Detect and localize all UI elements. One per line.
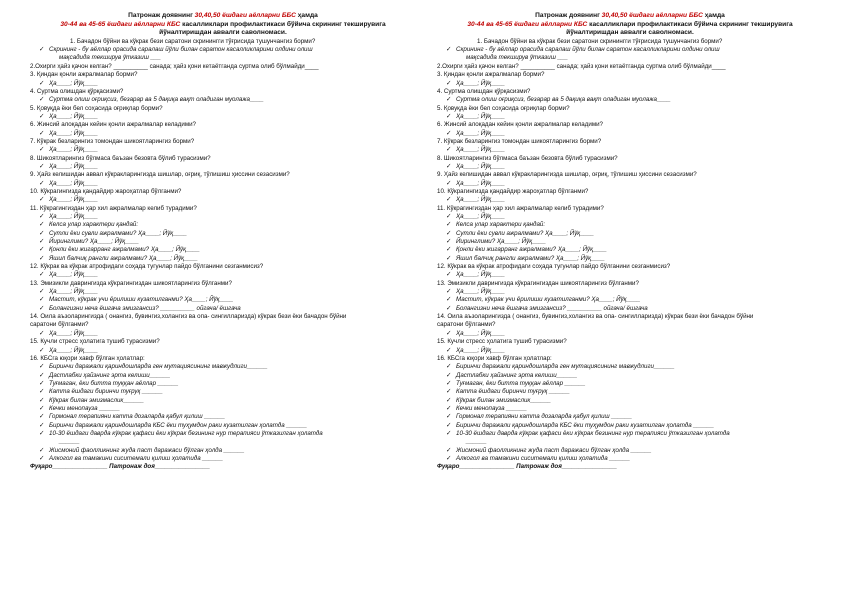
checkmark-icon: ✓ (39, 296, 45, 304)
row-text: Ҳа____; Йўқ____ (49, 196, 98, 204)
checkmark-icon: ✓ (39, 379, 45, 387)
answer-item (437, 380, 823, 388)
row-text: Ҳа____; Йўқ____ (49, 213, 98, 220)
questionnaire-title (30, 12, 416, 21)
subtitle-rest: касалликлари профилактикаси бўйича скрининг текширувига (182, 20, 386, 28)
row-text: 5. Қовуқда ёки бел соҳасида оғриқлар борми? (30, 104, 163, 112)
row-text: 6. Жинсий алоқадан кейин қонли ажралмалар келадими? (437, 121, 603, 129)
row-text: Дастлабки ҳайзнинг эрта келиши______ (49, 371, 171, 379)
row-text: Суртма олиш оғриқсиз, безарар ва 5 дақиқа вақт оладиган муолажа____ (49, 96, 264, 104)
checkmark-icon: ✓ (39, 254, 45, 262)
row-text: 14. Оила аъзоларингизда ( онангиз, бувингиз,холангиз ва опа- сингилларизда) кўкрак бези ёки бачадон бўйни (437, 313, 754, 321)
row-text: Сутли ёки сувли ажралмами? Ҳа____; Йўқ____ (49, 229, 187, 237)
title-red: 30,40,50 ёшдаги аёлларни ББС (194, 12, 296, 19)
question-text (437, 88, 823, 96)
row-text: Ҳа____; Йўқ____ (49, 179, 98, 187)
answer-item (30, 146, 416, 154)
row-text: Ҳа____; Йўқ____ (49, 112, 98, 120)
answer-item (437, 130, 823, 138)
subtitle-red: 30-44 ва 45-65 ёшдаги аёлларни КБС (60, 20, 181, 28)
row-text: Туғмаган, ёки битта туққан аёллар ______ (49, 379, 179, 387)
row-text: 9. Ҳайз келишидан аввал кўкракларингизда шишлар, оғриқ, тўлишиш ҳиссини сезасизми? (30, 171, 290, 179)
question-text (30, 71, 416, 79)
row-text: мақсадида текширув ўтказиш ___ (59, 54, 161, 62)
checkmark-icon: ✓ (446, 146, 452, 154)
row-text: саратони бўлганми? (437, 321, 496, 329)
row-text: Ҳа____; Йўқ____ (49, 288, 98, 296)
question-text (437, 71, 823, 79)
answer-item (30, 196, 416, 204)
answer-item (437, 230, 823, 238)
checkmark-icon: ✓ (39, 454, 45, 462)
answer-item (30, 46, 416, 54)
answer-item (30, 372, 416, 380)
subtitle-line3: йўналтиришдан аввалги саволномаси. (159, 29, 287, 37)
row-text: Ҳа____; Йўқ____ (456, 129, 505, 137)
row-text: 10. Кўкрагингизда қандайдир жароҳатлар бўлганми? (30, 187, 182, 195)
row-text: 8. Шикоятларингиз бўлмаса баъзан безовта бўлиб турасизми? (30, 154, 211, 162)
row-text: Қонли ёки жигарранг ажралмами? Ҳа____; Йўқ____ (456, 246, 607, 254)
answer-item (437, 363, 823, 371)
questionnaire-right (437, 12, 823, 472)
subtitle-red: 30-44 ва 45-65 ёшдаги аёлларни КБС (467, 20, 588, 28)
row-text: 6. Жинсий алоқадан кейин қонли ажралмалар келадими? (30, 121, 196, 129)
answer-item (30, 230, 416, 238)
row-text: Биринчи даражали қариндошларда ген мутациясининг мавжудлиги______ (456, 363, 675, 371)
answer-item (437, 330, 823, 338)
checkmark-icon: ✓ (39, 196, 45, 204)
answer-item (437, 113, 823, 121)
answer-item (437, 447, 823, 455)
checkmark-icon: ✓ (39, 421, 45, 429)
answer-item (437, 305, 823, 313)
row-text: Ҳа____; Йўқ____ (456, 346, 505, 354)
row-text: мақсадида текширув ўтказиш ___ (466, 54, 568, 62)
row-text: Фуқаро________________ Патронаж доя________________ (437, 463, 617, 471)
answer-item (30, 213, 416, 221)
row-text: 16. КБСга юқори хавф бўлган ҳолатлар: (437, 354, 552, 362)
row-text: Ҳа____; Йўқ____ (456, 329, 505, 337)
row-text: 1. Бачадон бўйни ва кўкрак бези саратони скринингги тўғрисида тушунчангиз борми? (70, 37, 316, 45)
answer-item (30, 405, 416, 413)
row-text: Ҳа____; Йўқ____ (456, 179, 505, 187)
question-text (30, 321, 416, 329)
answer-item (437, 271, 823, 279)
question-text (30, 88, 416, 96)
answer-item (30, 163, 416, 171)
question-text (30, 63, 416, 71)
title-prefix: Патронаж доявнинг (535, 12, 600, 19)
questionnaire-subtitle (30, 21, 416, 30)
title-prefix: Патронаж доявнинг (128, 12, 193, 19)
question-text (437, 138, 823, 146)
checkmark-icon: ✓ (39, 146, 45, 154)
checkmark-icon: ✓ (446, 396, 452, 404)
row-text: Алкогол ва тамакини сиситемали қилиш ҳолатида ______ (456, 454, 631, 462)
answer-item (437, 430, 823, 438)
continuation-text (30, 54, 416, 62)
row-text: Ҳа____; Йўқ____ (456, 288, 505, 296)
answer-item (30, 447, 416, 455)
answer-item (437, 46, 823, 54)
question-text (30, 338, 416, 346)
subtitle-rest: касалликлари профилактикаси бўйича скрининг текширувига (589, 20, 793, 28)
row-text: Мастит, кўкрак учи ёрилиши кузатилганми? Ҳа____; Йўқ____ (49, 296, 234, 304)
row-text: Биринчи даражали қариндошларда КБС ёки туҳумдон раки кузатилган ҳолатда ______ (456, 421, 715, 429)
checkmark-icon: ✓ (446, 454, 452, 462)
answer-item (30, 397, 416, 405)
row-text: Жисмоний фаолликнинг жуда паст даражаси бўлган ҳолда ______ (456, 446, 652, 454)
row-text: 4. Суртма олишдан қўрқасизми? (437, 87, 531, 95)
answer-item (30, 422, 416, 430)
checkmark-icon: ✓ (446, 129, 452, 137)
question-text (437, 338, 823, 346)
answer-item (30, 330, 416, 338)
checkmark-icon: ✓ (39, 371, 45, 379)
continuation-text (437, 54, 823, 62)
row-text: 1. Бачадон бўйни ва кўкрак бези саратони скринингги тўғрисида тушунчангиз борми? (477, 37, 723, 45)
question-text (30, 105, 416, 113)
row-text: Ҳа____; Йўқ____ (49, 271, 98, 279)
checkmark-icon: ✓ (39, 96, 45, 104)
row-text: Кечки менопауза ______ (456, 404, 527, 412)
row-text: Болангизни неча ёшгача эмизгансиз? __________ ойгача/ ёшгача (49, 304, 241, 312)
checkmark-icon: ✓ (446, 296, 452, 304)
question-text (30, 121, 416, 129)
answer-item (437, 146, 823, 154)
row-text: Қонли ёки жигарранг ажралмами? Ҳа____; Йўқ____ (49, 246, 200, 254)
row-text: Яшил балчиқ рангли ажралмами? Ҳа____; Йўқ____ (456, 254, 605, 262)
row-text: Ҳа____; Йўқ____ (456, 213, 505, 220)
row-text: Фуқаро________________ Патронаж доя________________ (30, 463, 210, 471)
checkmark-icon: ✓ (446, 179, 452, 187)
answer-item (30, 271, 416, 279)
checkmark-icon: ✓ (446, 221, 452, 229)
checkmark-icon: ✓ (446, 229, 452, 237)
answer-item (437, 296, 823, 304)
row-text: Яшил балчиқ рангли ажралмами? Ҳа____; Йўқ____ (49, 254, 198, 262)
row-text: ______ (59, 438, 80, 446)
answer-item (30, 296, 416, 304)
answer-item (437, 397, 823, 405)
checkmark-icon: ✓ (446, 346, 452, 354)
answer-item (30, 96, 416, 104)
row-text: 11. Кўкрагингиздан ҳар хил ажралмалар келиб турадими? (30, 204, 197, 212)
row-text: Мастит, кўкрак учи ёрилиши кузатилганми? Ҳа____; Йўқ____ (456, 296, 641, 304)
checkmark-icon: ✓ (446, 196, 452, 204)
row-text: 12. Кўкрак ва кўкрак атрофидаги соҳада тугунлар пайдо бўлганини сезганмисиз? (30, 263, 264, 271)
checkmark-icon: ✓ (446, 46, 452, 54)
row-text: 13. Эмизикли даврингизда кўкрагингиздан шикоятларингиз бўлганми? (30, 279, 232, 287)
checkmark-icon: ✓ (446, 413, 452, 421)
question-text (437, 105, 823, 113)
checkmark-icon: ✓ (39, 413, 45, 421)
row-text: 9. Ҳайз келишидан аввал кўкракларингизда шишлар, оғриқ, тўлишиш ҳиссини сезасизми? (437, 171, 697, 179)
checkmark-icon: ✓ (446, 96, 452, 104)
row-text: Ҳа____; Йўқ____ (49, 346, 98, 354)
question-text (437, 155, 823, 163)
row-text: 7. Кўкрак безларингиз томондан шикоятларингиз борми? (437, 137, 602, 145)
row-text: Келса улар характери қандай: (49, 221, 139, 229)
question-text (437, 171, 823, 179)
checkmark-icon: ✓ (446, 112, 452, 120)
checkmark-icon: ✓ (446, 371, 452, 379)
checkmark-icon: ✓ (446, 254, 452, 262)
question-text (30, 280, 416, 288)
row-text: Кечки менопауза ______ (49, 404, 120, 412)
question-text (30, 171, 416, 179)
questionnaire-left (30, 12, 416, 472)
question-text (30, 205, 416, 213)
row-text: 13. Эмизикли даврингизда кўкрагингиздан шикоятларингиз бўлганми? (437, 279, 639, 287)
row-text: 2.Охирги ҳайз қачон келган? __________ санада; ҳайз қони кетаётганда суртма олиб бўлмайди____ (437, 62, 726, 70)
answer-item (437, 196, 823, 204)
row-text: Биринчи даражали қариндошларда КБС ёки туҳумдон раки кузатилган ҳолатда ______ (49, 421, 308, 429)
row-text: Катта ёшдаги биринчи туғруқ ______ (49, 388, 163, 396)
row-text: Ҳа____; Йўқ____ (456, 79, 505, 87)
answer-item (30, 305, 416, 313)
answer-item (30, 180, 416, 188)
answer-item (30, 347, 416, 355)
checkmark-icon: ✓ (39, 221, 45, 229)
question-text (30, 155, 416, 163)
checkmark-icon: ✓ (39, 363, 45, 371)
row-text: 15. Кучли стресс ҳолатига тушиб турасизми? (30, 338, 160, 346)
row-text: Ҳа____; Йўқ____ (49, 329, 98, 337)
questionnaire-title (437, 12, 823, 21)
row-text: Ҳа____; Йўқ____ (456, 162, 505, 170)
row-text: Ҳа____; Йўқ____ (456, 271, 505, 279)
checkmark-icon: ✓ (446, 79, 452, 87)
question-text (437, 205, 823, 213)
answer-item (437, 96, 823, 104)
checkmark-icon: ✓ (39, 79, 45, 87)
row-text: 3. Қиндан қонли ажралмалар борми? (30, 71, 138, 79)
checkmark-icon: ✓ (446, 304, 452, 312)
title-suffix: ҳамда (297, 12, 318, 19)
checkmark-icon: ✓ (39, 396, 45, 404)
row-text: Ҳа____; Йўқ____ (49, 146, 98, 154)
row-text: Кўкрак билан эмизмаслик______ (456, 396, 551, 404)
continuation-text (437, 438, 823, 446)
checkmark-icon: ✓ (446, 379, 452, 387)
row-text: ______ (466, 438, 487, 446)
row-text: 3. Қиндан қонли ажралмалар борми? (437, 71, 545, 79)
answer-item (437, 347, 823, 355)
checkmark-icon: ✓ (446, 388, 452, 396)
row-text: 7. Кўкрак безларингиз томондан шикоятларингиз борми? (30, 137, 195, 145)
signature-line (437, 463, 823, 471)
answer-item (30, 80, 416, 88)
title-red: 30,40,50 ёшдаги аёлларни ББС (601, 12, 703, 19)
checkmark-icon: ✓ (39, 213, 45, 220)
checkmark-icon: ✓ (39, 238, 45, 246)
row-text: Ҳа____; Йўқ____ (49, 162, 98, 170)
row-text: 10-30 ёшдаги даврда кўкрак қафаси ёки кўкрак безининг нур терапияси ўтказилган ҳолатда (49, 429, 323, 437)
row-text: Йиринглими? Ҳа____; Йўқ____ (49, 238, 139, 246)
checkmark-icon: ✓ (446, 446, 452, 454)
checkmark-icon: ✓ (446, 363, 452, 371)
answer-item (30, 130, 416, 138)
continuation-text (30, 438, 416, 446)
row-text: Гормонал терапияни катта дозаларда қабул қилиш ______ (49, 413, 226, 421)
question-text (437, 355, 823, 363)
row-text: Алкогол ва тамакини сиситемали қилиш ҳолатида ______ (49, 454, 224, 462)
row-text: Йиринглими? Ҳа____; Йўқ____ (456, 238, 546, 246)
row-text: Кўкрак билан эмизмаслик______ (49, 396, 144, 404)
row-text: 11. Кўкрагингиздан ҳар хил ажралмалар келиб турадими? (437, 204, 604, 212)
answer-item (30, 455, 416, 463)
checkmark-icon: ✓ (446, 404, 452, 412)
row-text: Ҳа____; Йўқ____ (456, 112, 505, 120)
row-text: Ҳа____; Йўқ____ (49, 129, 98, 137)
row-text: 2.Охирги ҳайз қачон келган? __________ санада; ҳайз қони кетаётганда суртма олиб бўлмайди____ (30, 62, 319, 70)
answer-item (437, 80, 823, 88)
answer-item (437, 405, 823, 413)
subtitle-line3: йўналтиришдан аввалги саволномаси. (566, 29, 694, 37)
row-text: Суртма олиш оғриқсиз, безарар ва 5 дақиқа вақт оладиган муолажа____ (456, 96, 671, 104)
row-text: 12. Кўкрак ва кўкрак атрофидаги соҳада тугунлар пайдо бўлганини сезганмисиз? (437, 263, 671, 271)
row-text: 16. КБСга юқори хавф бўлган ҳолатлар: (30, 354, 145, 362)
answer-item (30, 246, 416, 254)
answer-item (437, 422, 823, 430)
checkmark-icon: ✓ (446, 288, 452, 296)
checkmark-icon: ✓ (39, 229, 45, 237)
question-text (30, 138, 416, 146)
answer-item (30, 255, 416, 263)
row-text: Жисмоний фаолликнинг жуда паст даражаси бўлган ҳолда ______ (49, 446, 245, 454)
row-text: Болангизни неча ёшгача эмизгансиз? __________ ойгача/ ёшгача (456, 304, 648, 312)
checkmark-icon: ✓ (39, 288, 45, 296)
question-text (437, 121, 823, 129)
checkmark-icon: ✓ (39, 246, 45, 254)
checkmark-icon: ✓ (446, 421, 452, 429)
checkmark-icon: ✓ (39, 112, 45, 120)
checkmark-icon: ✓ (446, 271, 452, 279)
answer-item (30, 113, 416, 121)
answer-item (437, 388, 823, 396)
answer-item (437, 180, 823, 188)
question-text (437, 321, 823, 329)
checkmark-icon: ✓ (446, 162, 452, 170)
questionnaire-subtitle (437, 21, 823, 30)
answer-item (437, 413, 823, 421)
row-text: 8. Шикоятларингиз бўлмаса баъзан безовта бўлиб турасизми? (437, 154, 618, 162)
checkmark-icon: ✓ (39, 329, 45, 337)
row-text: Ҳа____; Йўқ____ (456, 196, 505, 204)
checkmark-icon: ✓ (446, 429, 452, 437)
answer-item (30, 388, 416, 396)
checkmark-icon: ✓ (39, 388, 45, 396)
row-text: Скрининг - бу аёллар орасида саралаш йўли билан саратон касалликларини олдини олиш (49, 46, 313, 54)
checkmark-icon: ✓ (39, 46, 45, 54)
title-suffix: ҳамда (704, 12, 725, 19)
row-text: Сутли ёки сувли ажралмами? Ҳа____; Йўқ____ (456, 229, 594, 237)
checkmark-icon: ✓ (39, 129, 45, 137)
question-text (437, 280, 823, 288)
answer-item (30, 221, 416, 229)
row-text: Ҳа____; Йўқ____ (49, 79, 98, 87)
checkmark-icon: ✓ (446, 213, 452, 220)
answer-item (30, 363, 416, 371)
question-text (30, 38, 416, 46)
question-text (437, 313, 823, 321)
question-text (437, 38, 823, 46)
row-text: Дастлабки ҳайзнинг эрта келиши______ (456, 371, 578, 379)
question-text (30, 313, 416, 321)
answer-item (437, 246, 823, 254)
checkmark-icon: ✓ (39, 162, 45, 170)
answer-item (437, 372, 823, 380)
row-text: Гормонал терапияни катта дозаларда қабул қилиш ______ (456, 413, 633, 421)
answer-item (437, 213, 823, 221)
checkmark-icon: ✓ (446, 329, 452, 337)
row-text: Туғмаган, ёки битта туққан аёллар ______ (456, 379, 586, 387)
signature-line (30, 463, 416, 471)
checkmark-icon: ✓ (39, 179, 45, 187)
row-text: 4. Суртма олишдан қўрқасизми? (30, 87, 124, 95)
row-text: 10-30 ёшдаги даврда кўкрак қафаси ёки кўкрак безининг нур терапияси ўтказилган ҳолатда (456, 429, 730, 437)
checkmark-icon: ✓ (39, 271, 45, 279)
answer-item (437, 455, 823, 463)
row-text: Биринчи даражали қариндошларда ген мутациясининг мавжудлиги______ (49, 363, 268, 371)
checkmark-icon: ✓ (446, 238, 452, 246)
row-text: 15. Кучли стресс ҳолатига тушиб турасизми? (437, 338, 567, 346)
checkmark-icon: ✓ (39, 429, 45, 437)
row-text: 10. Кўкрагингизда қандайдир жароҳатлар бўлганми? (437, 187, 589, 195)
answer-item (437, 221, 823, 229)
checkmark-icon: ✓ (39, 446, 45, 454)
question-text (30, 355, 416, 363)
row-text: Скрининг - бу аёллар орасида саралаш йўли билан саратон касалликларини олдини олиш (456, 46, 720, 54)
row-text: Ҳа____; Йўқ____ (456, 146, 505, 154)
checkmark-icon: ✓ (39, 304, 45, 312)
row-text: Катта ёшдаги биринчи туғруқ ______ (456, 388, 570, 396)
answer-item (30, 413, 416, 421)
answer-item (437, 255, 823, 263)
question-text (437, 63, 823, 71)
row-text: Келса улар характери қандай: (456, 221, 546, 229)
answer-item (30, 430, 416, 438)
checkmark-icon: ✓ (39, 404, 45, 412)
checkmark-icon: ✓ (39, 346, 45, 354)
row-text: саратони бўлганми? (30, 321, 89, 329)
checkmark-icon: ✓ (446, 246, 452, 254)
row-text: 14. Оила аъзоларингизда ( онангиз, бувингиз,холангиз ва опа- сингилларизда) кўкрак бези ёки бачадон бўйни (30, 313, 347, 321)
answer-item (437, 163, 823, 171)
answer-item (30, 380, 416, 388)
row-text: 5. Қовуқда ёки бел соҳасида оғриқлар борми? (437, 104, 570, 112)
